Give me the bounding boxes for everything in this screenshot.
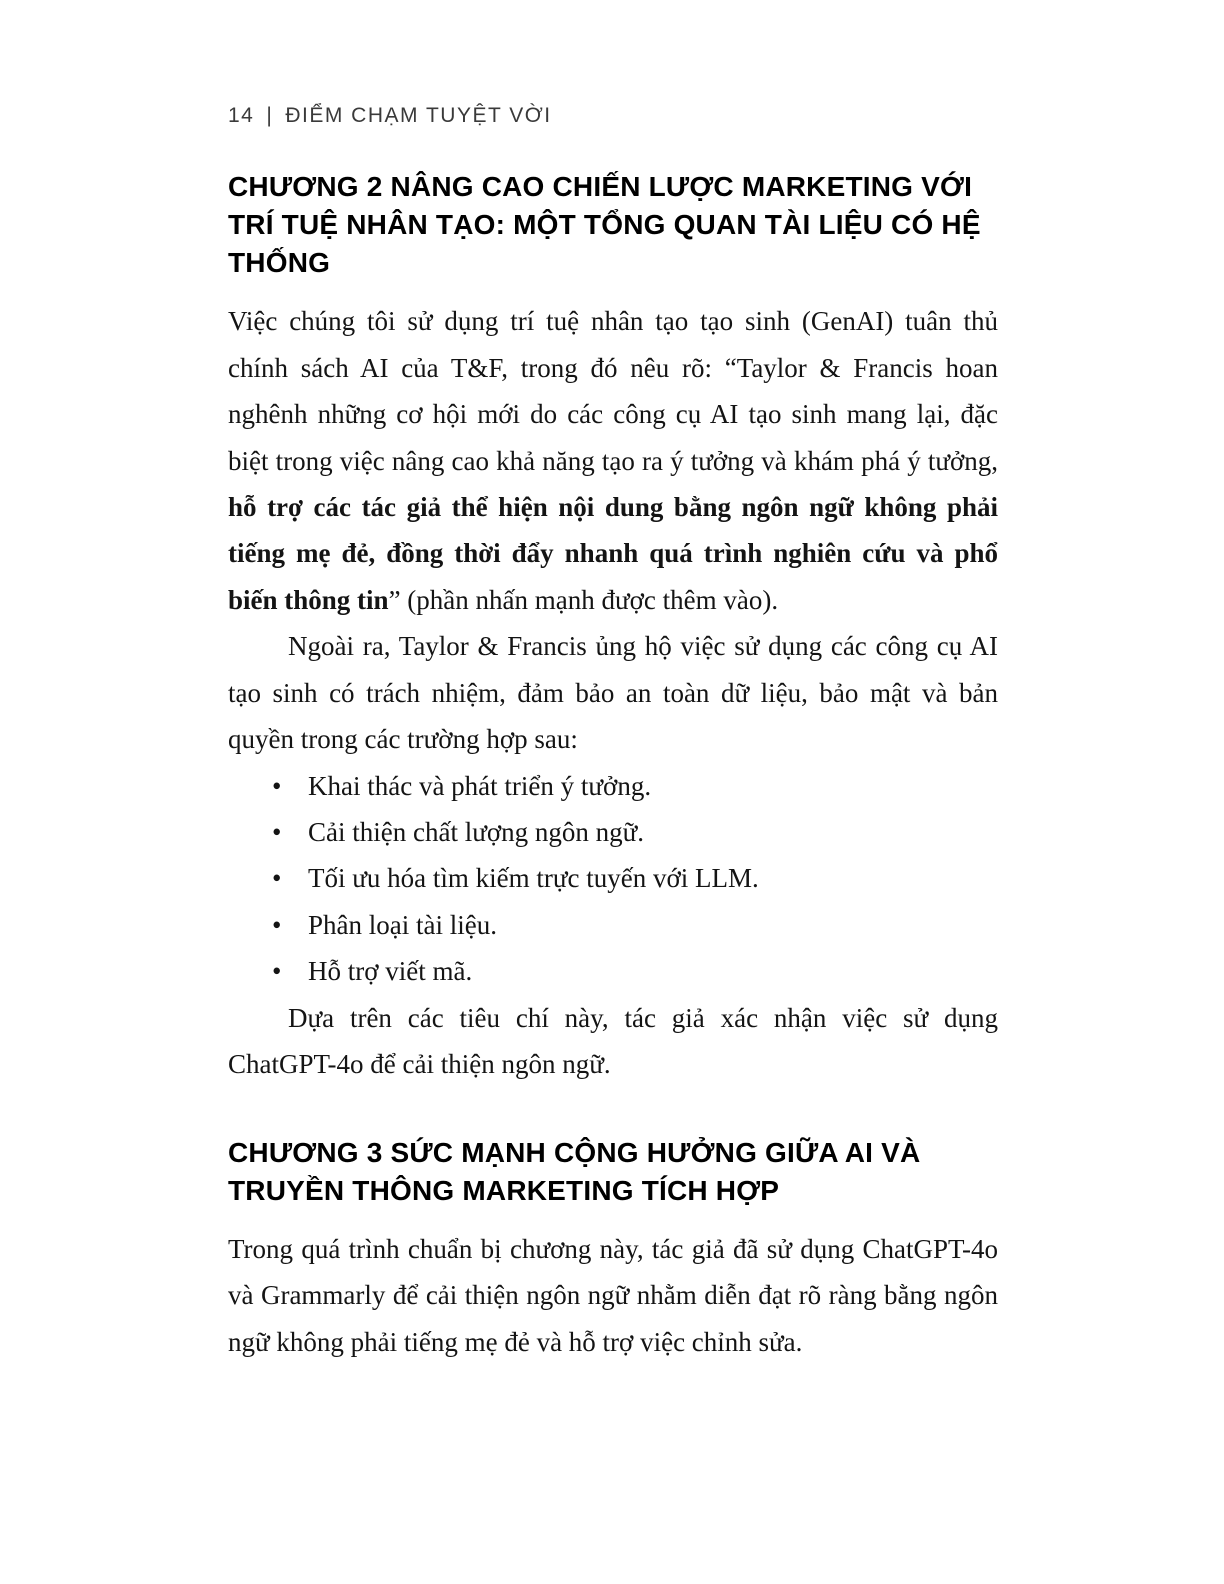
list-item-text: Cải thiện chất lượng ngôn ngữ.: [308, 817, 644, 848]
list-item-text: Tối ưu hóa tìm kiếm trực tuyến với LLM.: [308, 863, 759, 894]
paragraph-1-run-bold: hỗ trợ các tác giả thể hiện nội dung bằng ngôn ngữ không phải tiếng mẹ đẻ, đồng thời đẩy nhanh quá trình nghiên cứu và phổ biến thông tin: [228, 491, 998, 615]
list-item-text: Phân loại tài liệu.: [308, 909, 497, 940]
chapter-2-paragraph-3: Dựa trên các tiêu chí này, tác giả xác nhận việc sử dụng ChatGPT-4o để cải thiện ngôn ngữ.: [228, 1002, 998, 1080]
bullet-icon: •: [272, 909, 282, 940]
book-title: ĐIỂM CHẠM TUYỆT VỜI: [285, 104, 552, 127]
list-item: [272, 763, 998, 809]
chapter-2-heading: CHƯƠNG 2 NÂNG CAO CHIẾN LƯỢC MARKETING VỚI TRÍ TUỆ NHÂN TẠO: MỘT TỔNG QUAN TÀI LIỆU CÓ HỆ THỐNG: [228, 171, 981, 279]
running-head-separator: |: [266, 104, 274, 127]
chapter-3-heading: CHƯƠNG 3 SỨC MẠNH CỘNG HƯỞNG GIỮA AI VÀ TRUYỀN THÔNG MARKETING TÍCH HỢP: [228, 1136, 921, 1206]
paragraph-1-run-normal: Việc chúng tôi sử dụng trí tuệ nhân tạo tạo sinh (GenAI) tuân thủ chính sách AI của T&F, trong đó nêu rõ: “Taylor & Francis hoan nghênh những cơ hội mới do các công cụ AI tạo sinh mang lại, đặc biệt trong việc nâng cao khả năng tạo ra ý tưởng và khám phá ý tưởng,: [228, 306, 998, 476]
list-item: [272, 855, 998, 901]
chapter-2-paragraph-1: [228, 298, 998, 623]
list-item: [272, 902, 998, 948]
list-item-text: Khai thác và phát triển ý tưởng.: [308, 770, 652, 801]
page-number: 14: [228, 104, 255, 127]
list-item: [272, 809, 998, 855]
running-head: [228, 104, 998, 128]
bullet-icon: •: [272, 817, 282, 848]
use-cases-bullet-list: [228, 763, 998, 995]
chapter-3-paragraph-1: Trong quá trình chuẩn bị chương này, tác giả đã sử dụng ChatGPT-4o và Grammarly để cải thiện ngôn ngữ nhằm diễn đạt rõ ràng bằng ngôn ngữ không phải tiếng mẹ đẻ và hỗ trợ việc chỉnh sửa.: [228, 1233, 998, 1357]
chapter-2-paragraph-2: Ngoài ra, Taylor & Francis ủng hộ việc sử dụng các công cụ AI tạo sinh có trách nhiệm, đảm bảo an toàn dữ liệu, bảo mật và bản quyền trong các trường hợp sau:: [228, 631, 998, 755]
bullet-icon: •: [272, 863, 282, 894]
page-content: [228, 104, 998, 1365]
paragraph-1-run-closing: ” (phần nhấn mạnh được thêm vào).: [388, 584, 779, 615]
list-item: [272, 948, 998, 994]
list-item-text: Hỗ trợ viết mã.: [308, 956, 473, 987]
bullet-icon: •: [272, 956, 282, 987]
bullet-icon: •: [272, 770, 282, 801]
